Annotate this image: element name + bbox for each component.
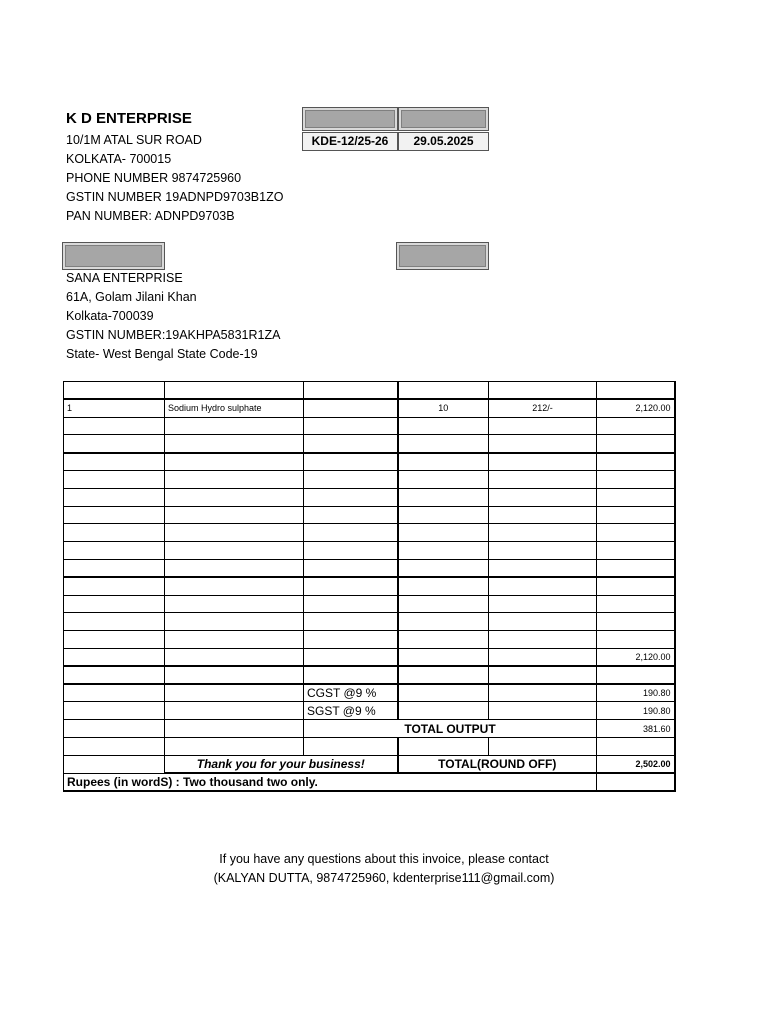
footer-line-2: (KALYAN DUTTA, 9874725960, kdenterprise111@gmail.com)	[213, 871, 555, 885]
table-header-row	[64, 382, 675, 400]
seller-name: K D ENTERPRISE	[66, 110, 192, 127]
table-row	[64, 559, 675, 577]
table-row	[64, 453, 675, 471]
seller-gstin-line: GSTIN NUMBER 19ADNPD9703B1ZO	[66, 190, 284, 204]
buyer-state-line: State- West Bengal State Code-19	[66, 347, 258, 361]
invoice-items-table	[63, 381, 676, 792]
table-row	[64, 470, 675, 488]
table-row	[64, 417, 675, 435]
invoice-number: KDE-12/25-26	[302, 132, 398, 151]
table-row	[64, 737, 675, 755]
table-header-cell	[489, 382, 597, 400]
item-amount: 2,120.00	[597, 399, 675, 417]
seller-address-line: 10/1M ATAL SUR ROAD	[66, 133, 202, 147]
total-output-row	[64, 720, 675, 738]
table-header-cell	[165, 382, 304, 400]
cgst-label: CGST @9 %	[304, 684, 398, 702]
total-output-amount: 381.60	[597, 720, 675, 738]
amount-in-words-row	[64, 773, 675, 791]
table-row	[64, 506, 675, 524]
table-header-cell	[304, 382, 398, 400]
item-description: Sodium Hydro sulphate	[165, 399, 304, 417]
subtotal-amount: 2,120.00	[597, 648, 675, 666]
invoice-date: 29.05.2025	[398, 132, 489, 151]
invoice-number-header	[302, 107, 398, 131]
table-row	[64, 613, 675, 631]
table-header-cell	[64, 382, 165, 400]
cgst-amount: 190.80	[597, 684, 675, 702]
cgst-row	[64, 684, 675, 702]
table-row	[64, 577, 675, 595]
footer-line-1: If you have any questions about this invoice, please contact	[219, 852, 549, 866]
contact-footer	[0, 850, 768, 888]
buyer-city-line: Kolkata-700039	[66, 309, 154, 323]
item-rate: 212/-	[489, 399, 597, 417]
buyer-name-line: SANA ENTERPRISE	[66, 271, 183, 285]
sgst-row	[64, 702, 675, 720]
seller-address	[66, 131, 283, 226]
total-round-amount: 2,502.00	[597, 755, 675, 773]
total-round-label: TOTAL(ROUND OFF)	[398, 755, 597, 773]
table-row	[64, 524, 675, 542]
seller-phone-line: PHONE NUMBER 9874725960	[66, 171, 242, 185]
sgst-label: SGST @9 %	[304, 702, 398, 720]
table-row	[64, 595, 675, 613]
table-header-cell	[398, 382, 489, 400]
sgst-amount: 190.80	[597, 702, 675, 720]
table-row	[64, 631, 675, 649]
amount-in-words: Rupees (in wordS) : Two thousand two only.	[64, 773, 597, 791]
item-sl: 1	[64, 399, 165, 417]
ship-to-header	[396, 242, 489, 270]
total-round-row	[64, 755, 675, 773]
buyer-address	[66, 269, 280, 364]
table-row	[64, 666, 675, 684]
table-row	[64, 488, 675, 506]
total-output-label: TOTAL OUTPUT	[304, 720, 597, 738]
buyer-street-line: 61A, Golam Jilani Khan	[66, 290, 197, 304]
invoice-date-header	[398, 107, 489, 131]
table-row	[64, 542, 675, 560]
item-qty: 10	[398, 399, 489, 417]
seller-pan-line: PAN NUMBER: ADNPD9703B	[66, 209, 235, 223]
table-row	[64, 399, 675, 417]
table-row	[64, 435, 675, 453]
thank-you-message: Thank you for your business!	[165, 755, 398, 773]
bill-to-header	[62, 242, 165, 270]
item-hsn	[304, 399, 398, 417]
seller-city-line: KOLKATA- 700015	[66, 152, 172, 166]
table-header-cell	[597, 382, 675, 400]
buyer-gstin-line: GSTIN NUMBER:19AKHPA5831R1ZA	[66, 328, 281, 342]
subtotal-row	[64, 648, 675, 666]
